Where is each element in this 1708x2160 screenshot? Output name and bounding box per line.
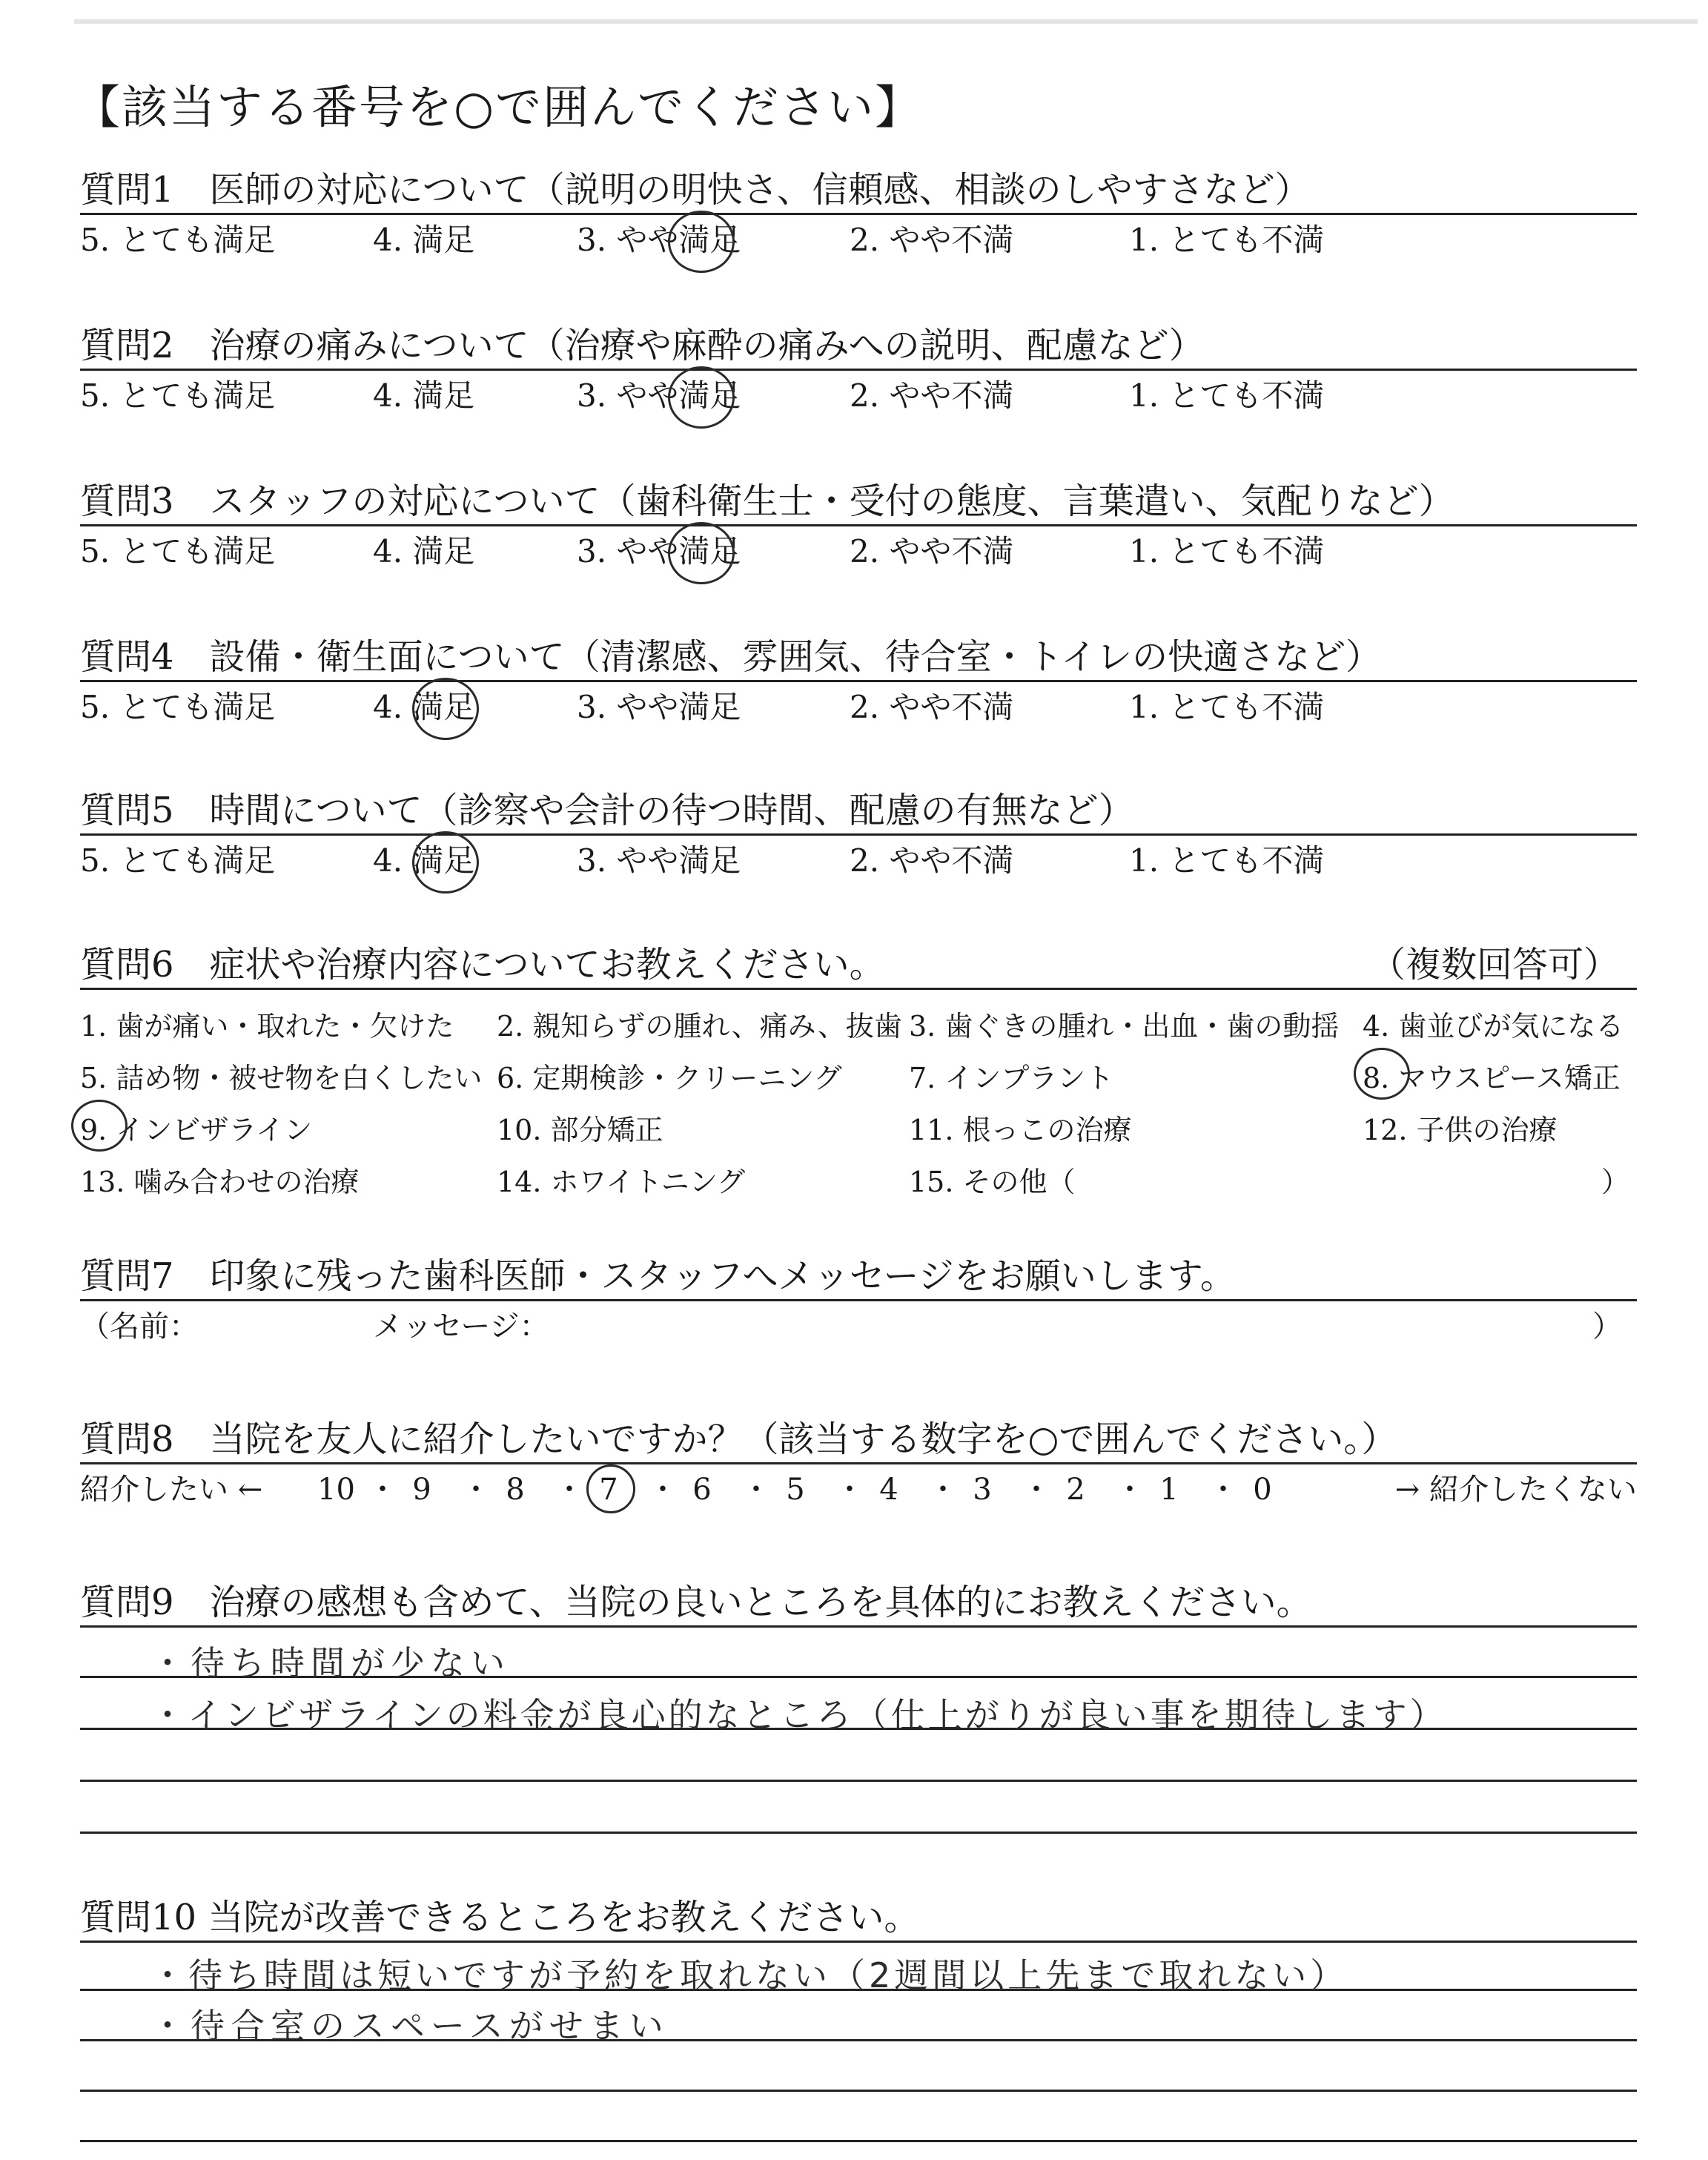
question-3-title: 質問3 スタッフの対応について（歯科衛生士・受付の態度、言葉遣い、気配りなど） — [80, 478, 1637, 526]
symptom-option: 2. 親知らずの腫れ、痛み、抜歯 — [497, 1010, 902, 1043]
symptom-option: 12. 子供の治療 — [1363, 1114, 1558, 1146]
scale-number: 8 — [506, 1473, 525, 1507]
scale-number: 4 — [879, 1473, 898, 1507]
rating-option: 3. やや満足 — [577, 842, 741, 879]
selection-circle — [412, 831, 479, 894]
rating-option: 2. やや不満 — [850, 222, 1014, 258]
scale-number: 0 — [1253, 1473, 1272, 1507]
question-8 — [80, 1416, 1637, 1509]
symptom-option: 6. 定期検診・クリーニング — [497, 1062, 842, 1094]
scale-number: 1 — [1159, 1473, 1179, 1507]
symptom-option: 14. ホワイトニング — [497, 1166, 746, 1198]
rating-options — [80, 526, 1637, 571]
scale-dot: ・ — [1208, 1473, 1238, 1507]
selection-circle — [586, 1464, 635, 1513]
recommend-scale — [80, 1464, 1637, 1509]
handwritten-answer: ・待ち時間は短いですが予約を取れない（2週間以上先まで取れない） — [150, 1955, 1348, 1995]
scan-top-edge — [74, 19, 1698, 24]
question-9-title: 質問9 治療の感想も含めて、当院の良いところを具体的にお教えください。 — [80, 1579, 1637, 1628]
symptom-option: 11. 根っこの治療 — [909, 1114, 1132, 1146]
multiple-answers-note: （複数回答可） — [1369, 944, 1619, 985]
rating-option: 2. やや不満 — [850, 842, 1014, 879]
scale-dot: ・ — [741, 1473, 771, 1507]
symptom-option: 5. 詰め物・被せ物を白くしたい — [80, 1062, 483, 1094]
scale-dot: ・ — [461, 1473, 491, 1507]
ruled-line — [80, 2140, 1637, 2142]
symptom-option: 13. 噛み合わせの治療 — [80, 1166, 360, 1198]
question-1-title: 質問1 医師の対応について（説明の明快さ、信頼感、相談のしやすさなど） — [80, 167, 1637, 215]
question-7-title: 質問7 印象に残った歯科医師・スタッフへメッセージをお願いします。 — [80, 1253, 1637, 1301]
rating-option: 3. やや満足 — [577, 689, 741, 725]
selection-circle — [71, 1100, 128, 1152]
question-4 — [80, 634, 1637, 727]
rating-option: 4. 満足 — [373, 222, 475, 258]
scale-number: 6 — [692, 1473, 712, 1507]
question-6-title-text: 質問6 症状や治療内容についてお教えください。 — [80, 944, 885, 985]
scale-right-label: → 紹介したくない — [1394, 1473, 1637, 1507]
handwritten-answer: ・待合室のスペースがせまい — [150, 2006, 669, 2046]
rating-option: 1. とても不満 — [1129, 377, 1325, 414]
rating-option: 5. とても満足 — [80, 533, 276, 569]
close-paren: ） — [1601, 1166, 1629, 1198]
rating-option: 4. 満足 — [373, 842, 475, 879]
scale-dot: ・ — [1115, 1473, 1145, 1507]
rating-option: 2. やや不満 — [850, 533, 1014, 569]
symptom-option: 3. 歯ぐきの腫れ・出血・歯の動揺 — [909, 1010, 1340, 1043]
question-5-title: 質問5 時間について（診察や会計の待つ時間、配慮の有無など） — [80, 787, 1637, 836]
rating-option: 1. とても不満 — [1129, 689, 1325, 725]
scale-number: 3 — [973, 1473, 992, 1507]
question-6 — [80, 942, 1637, 1205]
question-8-title: 質問8 当院を友人に紹介したいですか？（該当する数字を○で囲んでください。） — [80, 1416, 1637, 1464]
symptom-option: 9. インビザライン — [80, 1114, 313, 1146]
rating-option: 3. やや満足 — [577, 222, 741, 258]
rating-option: 5. とても満足 — [80, 842, 276, 879]
question-5 — [80, 787, 1637, 880]
symptom-option: 8. マウスピース矯正 — [1363, 1062, 1621, 1094]
scale-number: 7 — [599, 1473, 618, 1507]
question-9 — [80, 1579, 1637, 1735]
selection-circle — [668, 211, 735, 273]
symptom-option: 10. 部分矯正 — [497, 1114, 663, 1146]
ruled-line — [80, 1780, 1637, 1782]
rating-options — [80, 682, 1637, 727]
rating-option: 2. やや不満 — [850, 689, 1014, 725]
rating-option: 4. 満足 — [373, 377, 475, 414]
scale-left-label: 紹介したい ← — [80, 1473, 263, 1507]
symptom-option: 15. その他（ — [909, 1166, 1076, 1198]
rating-option: 4. 満足 — [373, 689, 475, 725]
question-10-title: 質問10 当院が改善できるところをお教えください。 — [80, 1895, 1637, 1943]
name-label: （名前： — [80, 1309, 199, 1344]
handwritten-answer: ・インビザラインの料金が良心的なところ（仕上がりが良い事を期待します） — [150, 1695, 1447, 1735]
selection-circle — [412, 678, 479, 740]
rating-option: 1. とても不満 — [1129, 222, 1325, 258]
rating-option: 1. とても不満 — [1129, 842, 1325, 879]
question-4-title: 質問4 設備・衛生面について（清潔感、雰囲気、待合室・トイレの快適さなど） — [80, 634, 1637, 682]
question-6-title — [80, 942, 1637, 990]
question-7 — [80, 1253, 1637, 1346]
rating-options — [80, 215, 1637, 260]
scale-dot: ・ — [835, 1473, 864, 1507]
rating-options — [80, 371, 1637, 415]
symptom-option: 7. インプラント — [909, 1062, 1114, 1094]
symptom-options — [80, 990, 1637, 1205]
rating-option: 3. やや満足 — [577, 377, 741, 414]
rating-option: 3. やや満足 — [577, 533, 741, 569]
rating-option: 5. とても満足 — [80, 689, 276, 725]
scale-number: 2 — [1066, 1473, 1085, 1507]
question-2 — [80, 323, 1637, 415]
ruled-line — [80, 1832, 1637, 1834]
rating-option: 5. とても満足 — [80, 377, 276, 414]
symptom-option: 1. 歯が痛い・取れた・欠けた — [80, 1010, 454, 1043]
scale-dot: ・ — [555, 1473, 584, 1507]
close-paren: ） — [1592, 1309, 1622, 1344]
scale-number: 10 — [317, 1473, 355, 1507]
selection-circle — [668, 366, 735, 429]
rating-option: 2. やや不満 — [850, 377, 1014, 414]
message-line — [80, 1301, 1637, 1346]
question-10 — [80, 1895, 1637, 2046]
handwritten-answer: ・待ち時間が少ない — [150, 1643, 511, 1683]
rating-option: 1. とても不満 — [1129, 533, 1325, 569]
selection-circle — [1354, 1048, 1410, 1100]
scale-dot: ・ — [1022, 1473, 1051, 1507]
rating-option: 4. 満足 — [373, 533, 475, 569]
scale-number: 9 — [412, 1473, 431, 1507]
page-heading: 【該当する番号を○で囲んでください】 — [74, 80, 923, 134]
rating-options — [80, 836, 1637, 880]
rating-option: 5. とても満足 — [80, 222, 276, 258]
scale-dot: ・ — [648, 1473, 678, 1507]
selection-circle — [668, 522, 735, 584]
question-2-title: 質問2 治療の痛みについて（治療や麻酔の痛みへの説明、配慮など） — [80, 323, 1637, 371]
scale-number: 5 — [786, 1473, 805, 1507]
ruled-line — [80, 2090, 1637, 2092]
message-label: メッセージ： — [373, 1309, 549, 1344]
symptom-option: 4. 歯並びが気になる — [1363, 1010, 1624, 1043]
question-3 — [80, 478, 1637, 571]
scale-dot: ・ — [928, 1473, 958, 1507]
question-1 — [80, 167, 1637, 260]
scale-dot: ・ — [368, 1473, 397, 1507]
